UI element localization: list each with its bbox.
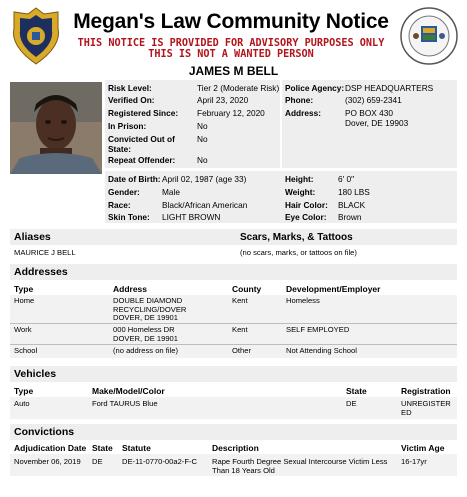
address-employer: SELF EMPLOYED xyxy=(286,325,350,334)
address-county: Kent xyxy=(232,296,248,305)
repeat-offender-label: Repeat Offender: xyxy=(108,155,176,165)
hair-color-label: Hair Color: xyxy=(285,200,328,210)
registered-since-value: February 12, 2020 xyxy=(197,108,265,118)
conviction-date: November 06, 2019 xyxy=(14,457,81,466)
address-text: (no address on file) xyxy=(113,346,179,355)
vehicles-col-make: Make/Model/Color xyxy=(92,386,165,396)
scars-heading: Scars, Marks, & Tattoos xyxy=(240,232,353,243)
risk-level-label: Risk Level: xyxy=(108,83,152,93)
vehicle-type: Auto xyxy=(14,399,30,408)
weight-value: 180 LBS xyxy=(338,187,370,197)
phone-label: Phone: xyxy=(285,95,314,105)
height-value: 6' 0" xyxy=(338,174,355,184)
height-label: Height: xyxy=(285,174,314,184)
convictions-col-state: State xyxy=(92,443,113,453)
convicted-out-of-state-label-line2: State: xyxy=(108,143,132,154)
address-type: Home xyxy=(14,296,35,305)
risk-level-value: Tier 2 (Moderate Risk) xyxy=(197,83,280,93)
delaware-state-seal-icon xyxy=(399,6,459,66)
eye-color-value: Brown xyxy=(338,212,362,222)
police-agency-value: DSP HEADQUARTERS xyxy=(345,83,434,93)
scars-text: (no scars, marks, or tattoos on file) xyxy=(240,248,357,257)
vehicles-col-type: Type xyxy=(14,386,34,396)
convicted-out-of-state-label-line1: Convicted Out of xyxy=(108,134,175,144)
convictions-col-victim-age: Victim Age xyxy=(401,443,445,453)
state-police-badge-icon xyxy=(8,6,64,66)
race-value: Black/African American xyxy=(162,200,248,210)
offender-photo xyxy=(10,82,102,174)
convictions-col-description: Description xyxy=(212,443,259,453)
address-type: Work xyxy=(14,325,32,334)
offender-name: JAMES M BELL xyxy=(188,64,279,78)
conviction-description: Rape Fourth Degree Sexual Intercourse Victim Less Than 18 Years Old xyxy=(212,457,388,475)
advisory-notice: THIS NOTICE IS PROVIDED FOR ADVISORY PURPOSES ONLY xyxy=(77,38,385,49)
address-text: DOUBLE DIAMOND RECYCLING/DOVER DOVER, DE 19901 xyxy=(113,296,187,323)
convicted-out-of-state-value: No xyxy=(197,134,208,144)
address-employer: Homeless xyxy=(286,296,320,305)
vehicle-registration: UNREGISTER ED xyxy=(401,399,451,417)
in-prison-value: No xyxy=(197,121,208,131)
convictions-heading: Convictions xyxy=(10,424,457,440)
address-county: Other xyxy=(232,346,251,355)
alias-item: MAURICE J BELL xyxy=(14,248,76,257)
vehicles-col-state: State xyxy=(346,386,367,396)
in-prison-label: In Prison: xyxy=(108,121,147,131)
skin-tone-label: Skin Tone: xyxy=(108,212,150,222)
vehicle-row xyxy=(10,397,457,419)
agency-address-value xyxy=(345,109,408,128)
conviction-statute: DE-11-0770-00a2-F-C xyxy=(122,457,197,466)
agency-address-line2: Dover, DE 19903 xyxy=(345,117,409,128)
vehicle-state: DE xyxy=(346,399,357,408)
race-label: Race: xyxy=(108,200,131,210)
conviction-victim-age: 16-17yr xyxy=(401,457,427,466)
verified-on-value: April 23, 2020 xyxy=(197,95,249,105)
conviction-state: DE xyxy=(92,457,103,466)
police-agency-label: Police Agency: xyxy=(285,83,345,93)
weight-label: Weight: xyxy=(285,187,316,197)
phone-value: (302) 659-2341 xyxy=(345,95,402,105)
convicted-out-of-state-label xyxy=(108,135,175,154)
convictions-col-statute: Statute xyxy=(122,443,151,453)
vehicles-heading: Vehicles xyxy=(10,366,457,382)
repeat-offender-value: No xyxy=(197,155,208,165)
gender-label: Gender: xyxy=(108,187,140,197)
address-type: School xyxy=(14,346,38,355)
addresses-col-type: Type xyxy=(14,284,34,294)
hair-color-value: BLACK xyxy=(338,200,366,210)
address-county: Kent xyxy=(232,325,248,334)
addresses-col-address: Address xyxy=(113,284,148,294)
skin-tone-value: LIGHT BROWN xyxy=(162,212,221,222)
convictions-col-date: Adjudication Date xyxy=(14,443,87,453)
dob-value: April 02, 1987 (age 33) xyxy=(162,174,247,184)
gender-value: Male xyxy=(162,187,180,197)
eye-color-label: Eye Color: xyxy=(285,212,327,222)
address-label: Address: xyxy=(285,108,321,118)
addresses-col-county: County xyxy=(232,284,262,294)
page-title: Megan's Law Community Notice xyxy=(73,10,389,33)
not-wanted-notice: THIS IS NOT A WANTED PERSON xyxy=(148,49,314,60)
registered-since-label: Registered Since: xyxy=(108,108,179,118)
verified-on-label: Verified On: xyxy=(108,95,155,105)
vehicles-col-registration: Registration xyxy=(401,386,451,396)
dob-label: Date of Birth: xyxy=(108,174,161,184)
address-employer: Not Attending School xyxy=(286,346,357,355)
agency-address-line1: PO BOX 430 xyxy=(345,108,393,118)
aliases-heading: Aliases xyxy=(10,229,457,245)
addresses-col-employer: Development/Employer xyxy=(286,284,381,294)
addresses-heading: Addresses xyxy=(10,264,457,280)
vehicle-make-model-color: Ford TAURUS Blue xyxy=(92,399,158,408)
notice-header xyxy=(0,0,467,72)
address-text: 000 Homeless DR DOVER, DE 19901 xyxy=(113,325,178,343)
